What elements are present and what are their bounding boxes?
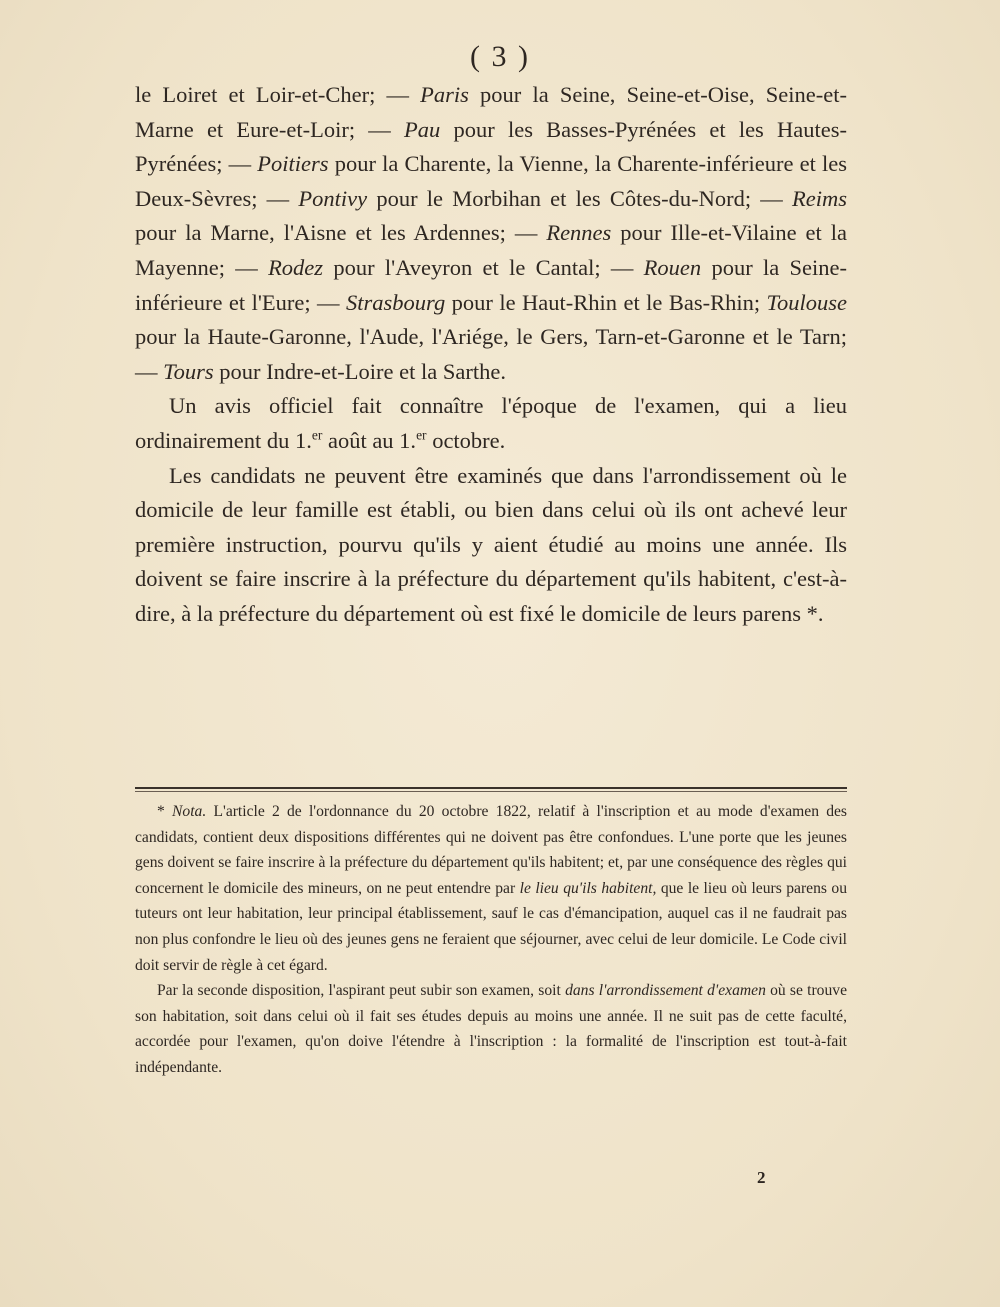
signature-mark: 2 <box>757 1168 766 1187</box>
footnote-nota: Nota. <box>172 803 207 820</box>
city-name: Pontivy <box>298 185 368 211</box>
city-name: Rouen <box>643 254 702 280</box>
city-name: Poitiers <box>257 151 329 177</box>
footnote-rule-thin <box>135 791 847 792</box>
city-name: Rennes <box>546 220 612 246</box>
city-name: Rodez <box>268 254 324 280</box>
paragraph-exam-dates: Un avis officiel fait connaître l'époque de l'examen, qui a lieu ordinairement du 1.$^{er}$ août au 1.$^{er}$ octobre. <box>135 393 847 453</box>
paragraph-candidates: Les candidats ne peuvent être examinés que dans l'arrondissement où le domicile de leur famille est établi, ou bien dans celui où ils ont achevé leur première instruction, pourvu qu'ils y aient étudié au moins une année. Ils doivent se faire inscrire à la préfecture du département qu'ils habitent, c'est-à-dire, à la préfecture du département où est fixé le domicile de leurs parens *. <box>135 462 847 626</box>
city-name: Toulouse <box>766 289 847 315</box>
main-text <box>135 78 847 632</box>
footnote-rule <box>135 787 847 789</box>
footnote-paragraph-1: * Nota. L'article 2 de l'ordonnance du 20 octobre 1822, relatif à l'inscription et au mode d'examen des candidats, contient deux dispositions différentes qui ne doivent pas être confondues. L'une porte que les jeunes gens doivent se faire inscrire à la préfecture du département qu'ils habitent; et, par une conséquence des règles qui concernent le domicile des mineurs, on ne peut entendre par le lieu qu'ils habitent, que le lieu où leurs parens ou tuteurs ont leur habitation, leur principal établissement, sauf le cas d'émancipation, auquel cas il ne faudrait pas non plus confondre le lieu où des jeunes gens ne feraient que séjourner, avec celui de leur domicile. Le Code civil doit servir de règle à cet égard. <box>135 803 848 974</box>
city-name: Strasbourg <box>346 289 446 315</box>
city-name: Pau <box>404 116 441 142</box>
city-name: Paris <box>420 82 469 107</box>
page-number: ( 3 ) <box>470 40 530 73</box>
paragraph-cities: le Loiret et Loir-et-Cher; — Paris pour la Seine, Seine-et-Oise, Seine-et-Marne et Eure-et-Loir; — Pau pour les Basses-Pyrénées et les Hautes-Pyrénées; — Poitiers pour la Charente, la Vienne, la Charente-inférieure et les Deux-Sèvres; — Pontivy pour le Morbihan et les Côtes-du-Nord; — Reims pour la Marne, l'Aisne et les Ardennes; — Rennes pour Ille-et-Vilaine et la Mayenne; — Rodez pour l'Aveyron et le Cantal; — Rouen pour la Seine-inférieure et l'Eure; — Strasbourg pour le Haut-Rhin et le Bas-Rhin; Toulouse pour la Haute-Garonne, l'Aude, l'Ariége, le Gers, Tarn-et-Garonne et le Tarn; — Tours pour Indre-et-Loire et la Sarthe. <box>135 82 848 384</box>
footnote <box>135 799 847 1081</box>
footnote-paragraph-2: Par la seconde disposition, l'aspirant peut subir son examen, soit dans l'arrondissement d'examen où se trouve son habitation, soit dans celui où il fait ses études depuis au moins une année. Il ne suit pas de cette faculté, accordée pour l'examen, qu'on doive l'étendre à l'inscription : la formalité de l'inscription est tout-à-fait indépendante. <box>135 982 847 1076</box>
city-name: Tours <box>163 358 214 384</box>
city-name: Reims <box>792 185 847 211</box>
